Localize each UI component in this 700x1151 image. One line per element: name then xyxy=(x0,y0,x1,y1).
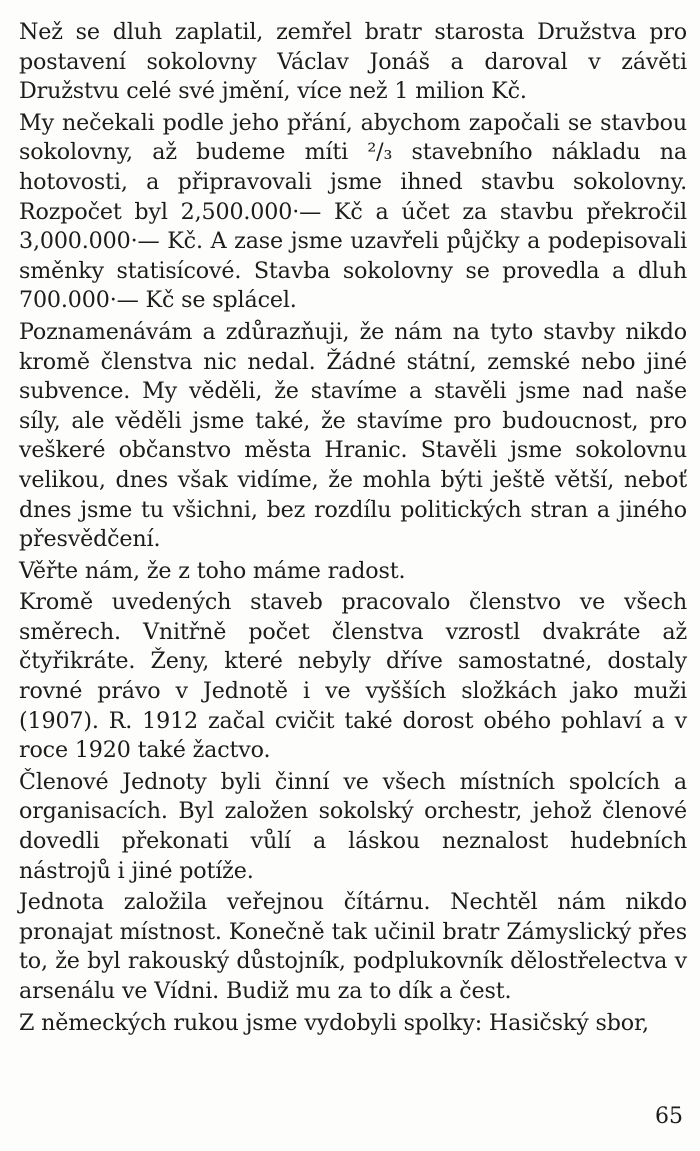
paragraph-4: Věřte nám, že z toho máme radost. xyxy=(19,557,406,584)
body-text xyxy=(19,18,687,1040)
paragraph-1: Než se dluh zaplatil, zemřel bratr starosta Družstva pro postavení sokolovny Václav Jonáš a daroval v závěti Družstvu celé své jmění, více než 1 milion Kč. xyxy=(19,19,687,105)
paragraph-6: Členové Jednoty byli činní ve všech místních spolcích a organisacích. Byl založen sokolský orchestr, jehož členové dovedli překonati vůlí a láskou neznalost hudebních nástrojů i jiné potíže. xyxy=(19,768,687,884)
paragraph-3: Poznamenávám a zdůrazňuji, že nám na tyto stavby nikdo kromě členstva nic nedal. Žádné státní, zemské nebo jiné subvence. My věděli, že stavíme a stavěli jsme nad naše síly, ale věděli jsme také, že stavíme pro budoucnost, pro veškeré občanstvo města Hranic. Stavěli jsme sokolovnu velikou, dnes však vidíme, že mohla býti ještě větší, neboť dnes jsme tu všichni, bez rozdílu politických stran a jiného přesvědčení. xyxy=(19,318,687,553)
paragraph-2: My nečekali podle jeho přání, abychom započali se stavbou sokolovny, až budeme míti ²/₃ stavebního nákladu na hotovosti, a připravovali jsme ihned stavbu sokolovny. Rozpočet byl 2,500.000·— Kč a účet za stavbu překročil 3,000.000·— Kč. A zase jsme uzavřeli půjčky a podepisovali směnky statisícové. Stavba sokolovny se provedla a dluh 700.000·— Kč se splácel. xyxy=(19,109,687,314)
paragraph-5: Kromě uvedených staveb pracovalo členstvo ve všech směrech. Vnitřně počet členstva vzrostl dvakráte až čtyřikráte. Ženy, které nebyly dříve samostatné, dostaly rovné právo v Jednotě i ve vyšších složkách jako muži (1907). R. 1912 začal cvičit také dorost obého pohlaví a v roce 1920 také žactvo. xyxy=(19,589,687,764)
paragraph-7: Jednota založila veřejnou čítárnu. Nechtěl nám nikdo pronajat místnost. Konečně tak učinil bratr Zámyslický přes to, že byl rakouský důstojník, podplukovník dělostřelectva v arsenálu ve Vídni. Budiž mu za to dík a čest. xyxy=(19,889,687,1004)
page-number: 65 xyxy=(655,1104,683,1129)
paragraph-8: Z německých rukou jsme vydobyli spolky: Hasičský sbor, xyxy=(19,1009,649,1036)
